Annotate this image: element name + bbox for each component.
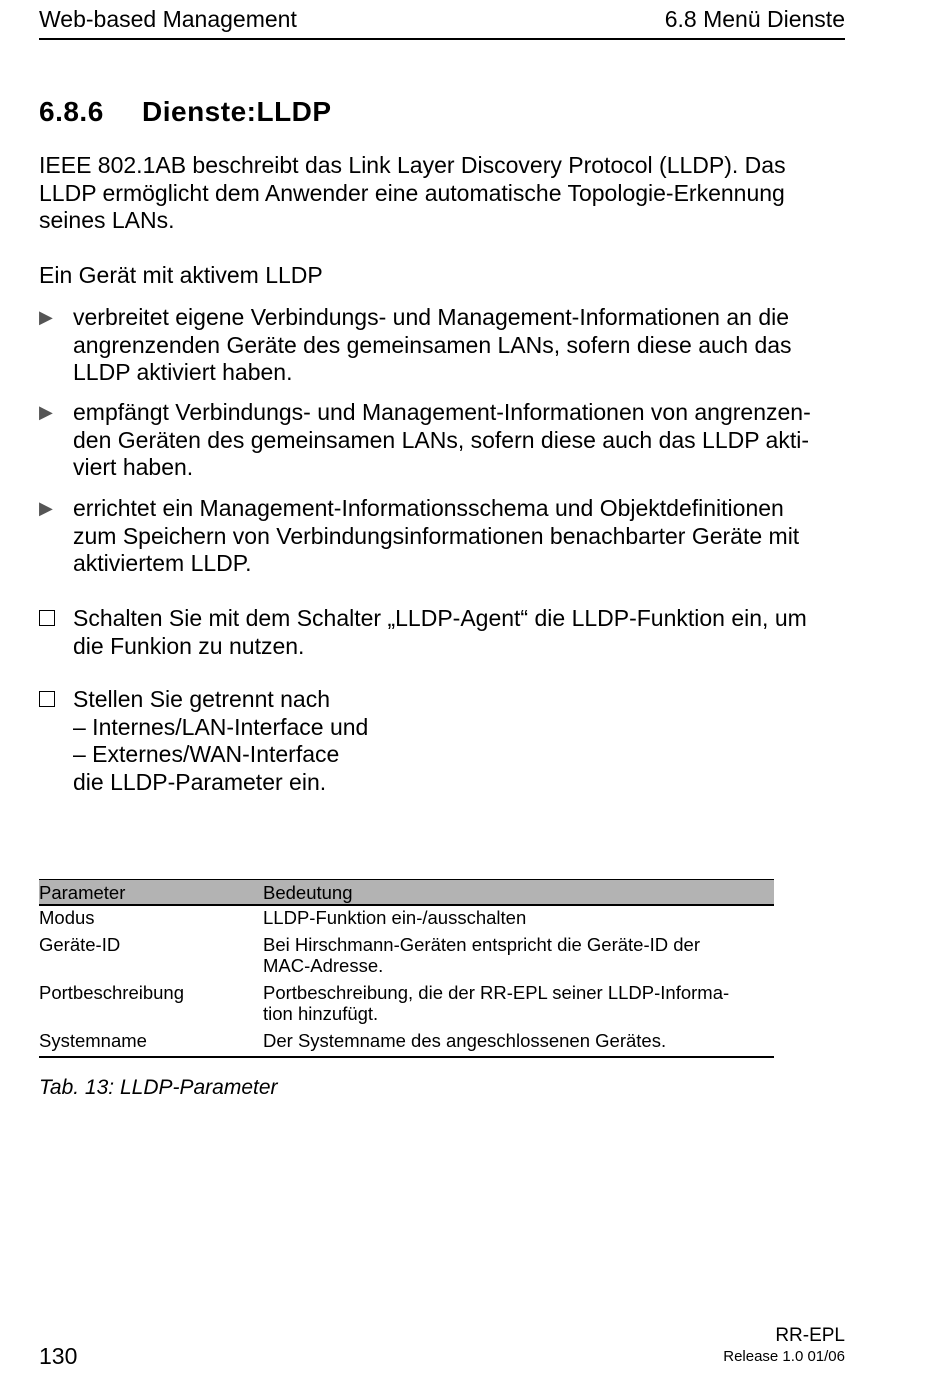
meaning-line: LLDP-Funktion ein-/ausschalten [263,907,527,928]
param-cell: Systemname [39,1029,263,1057]
step-line: – Externes/WAN-Interface [73,741,340,767]
bullet-line: angrenzenden Geräte des gemeinsamen LANs, sofern diese auch das [73,331,792,358]
table-row [39,981,774,1029]
meaning-cell [263,905,774,933]
step-line: – Internes/LAN-Interface und [73,713,369,740]
bullet-line: LLDP aktiviert haben. [73,359,293,385]
bullet-line: empfängt Verbindungs- und Management-Informationen von angrenzen- [73,399,811,425]
lead-text: Ein Gerät mit aktivem LLDP [39,262,323,288]
checkbox-square-icon [39,691,55,707]
bullet-line: den Geräten des gemeinsamen LANs, sofern diese auch das LLDP akti- [73,426,809,453]
meaning-cell [263,981,774,1029]
meaning-cell [263,1029,774,1057]
section-number: 6.8.6 [39,96,104,127]
column-header-parameter: Parameter [39,880,263,906]
meaning-line: tion hinzufügt. [263,1003,379,1024]
step-line: Stellen Sie getrennt nach [73,686,331,712]
triangle-bullet-icon: ▶ [39,402,53,422]
triangle-bullet-icon: ▶ [39,307,53,327]
bullet-line: zum Speichern von Verbindungsinformationen benachbarter Geräte mit [73,522,800,549]
triangle-bullet-icon: ▶ [39,498,53,518]
column-header-bedeutung: Bedeutung [263,880,774,906]
running-header-right: 6.8 Menü Dienste [664,6,845,32]
bullet-line: errichtet ein Management-Informationsschema und Objektdefinitionen [73,495,784,521]
bullet-line: viert haben. [73,454,194,480]
table-row [39,933,774,981]
meaning-line: Der Systemname des angeschlossenen Gerätes. [263,1030,667,1051]
running-header-left: Web-based Management [39,6,297,32]
intro-line: IEEE 802.1AB beschreibt das Link Layer Discovery Protocol (LLDP). Das [39,152,786,178]
header-rule [39,38,845,40]
intro-paragraph [39,152,849,235]
table-header-row [39,880,774,906]
release-info: Release 1.0 01/06 [723,1348,845,1365]
checkbox-square-icon [39,610,55,626]
intro-line: seines LANs. [39,207,175,233]
page-number: 130 [39,1343,78,1369]
product-name: RR-EPL [775,1325,845,1346]
meaning-line: Bei Hirschmann-Geräten entspricht die Geräte-ID der [263,934,700,955]
meaning-line: Portbeschreibung, die der RR-EPL seiner LLDP-Informa- [263,982,730,1003]
step-line: Schalten Sie mit dem Schalter „LLDP-Agent“ die LLDP-Funktion ein, um [73,605,807,631]
bullet-line: aktiviertem LLDP. [73,550,252,576]
meaning-line: MAC-Adresse. [263,955,384,976]
table-row [39,905,774,933]
step-line: die LLDP-Parameter ein. [73,768,327,795]
table-row [39,1029,774,1057]
step-line: die Funkion zu nutzen. [73,632,305,659]
section-heading [39,96,332,128]
section-title: Dienste:LLDP [142,96,332,127]
param-cell: Portbeschreibung [39,982,185,1003]
table-caption: Tab. 13: LLDP-Parameter [39,1076,278,1099]
bullet-line: verbreitet eigene Verbindungs- und Management-Informationen an die [73,304,790,330]
meaning-cell [263,933,774,981]
intro-line: LLDP ermöglicht dem Anwender eine automatische Topologie-Erkennung [39,179,785,206]
param-cell: Geräte-ID [39,934,121,955]
param-cell: Modus [39,907,95,928]
lldp-parameter-table [39,879,774,1058]
